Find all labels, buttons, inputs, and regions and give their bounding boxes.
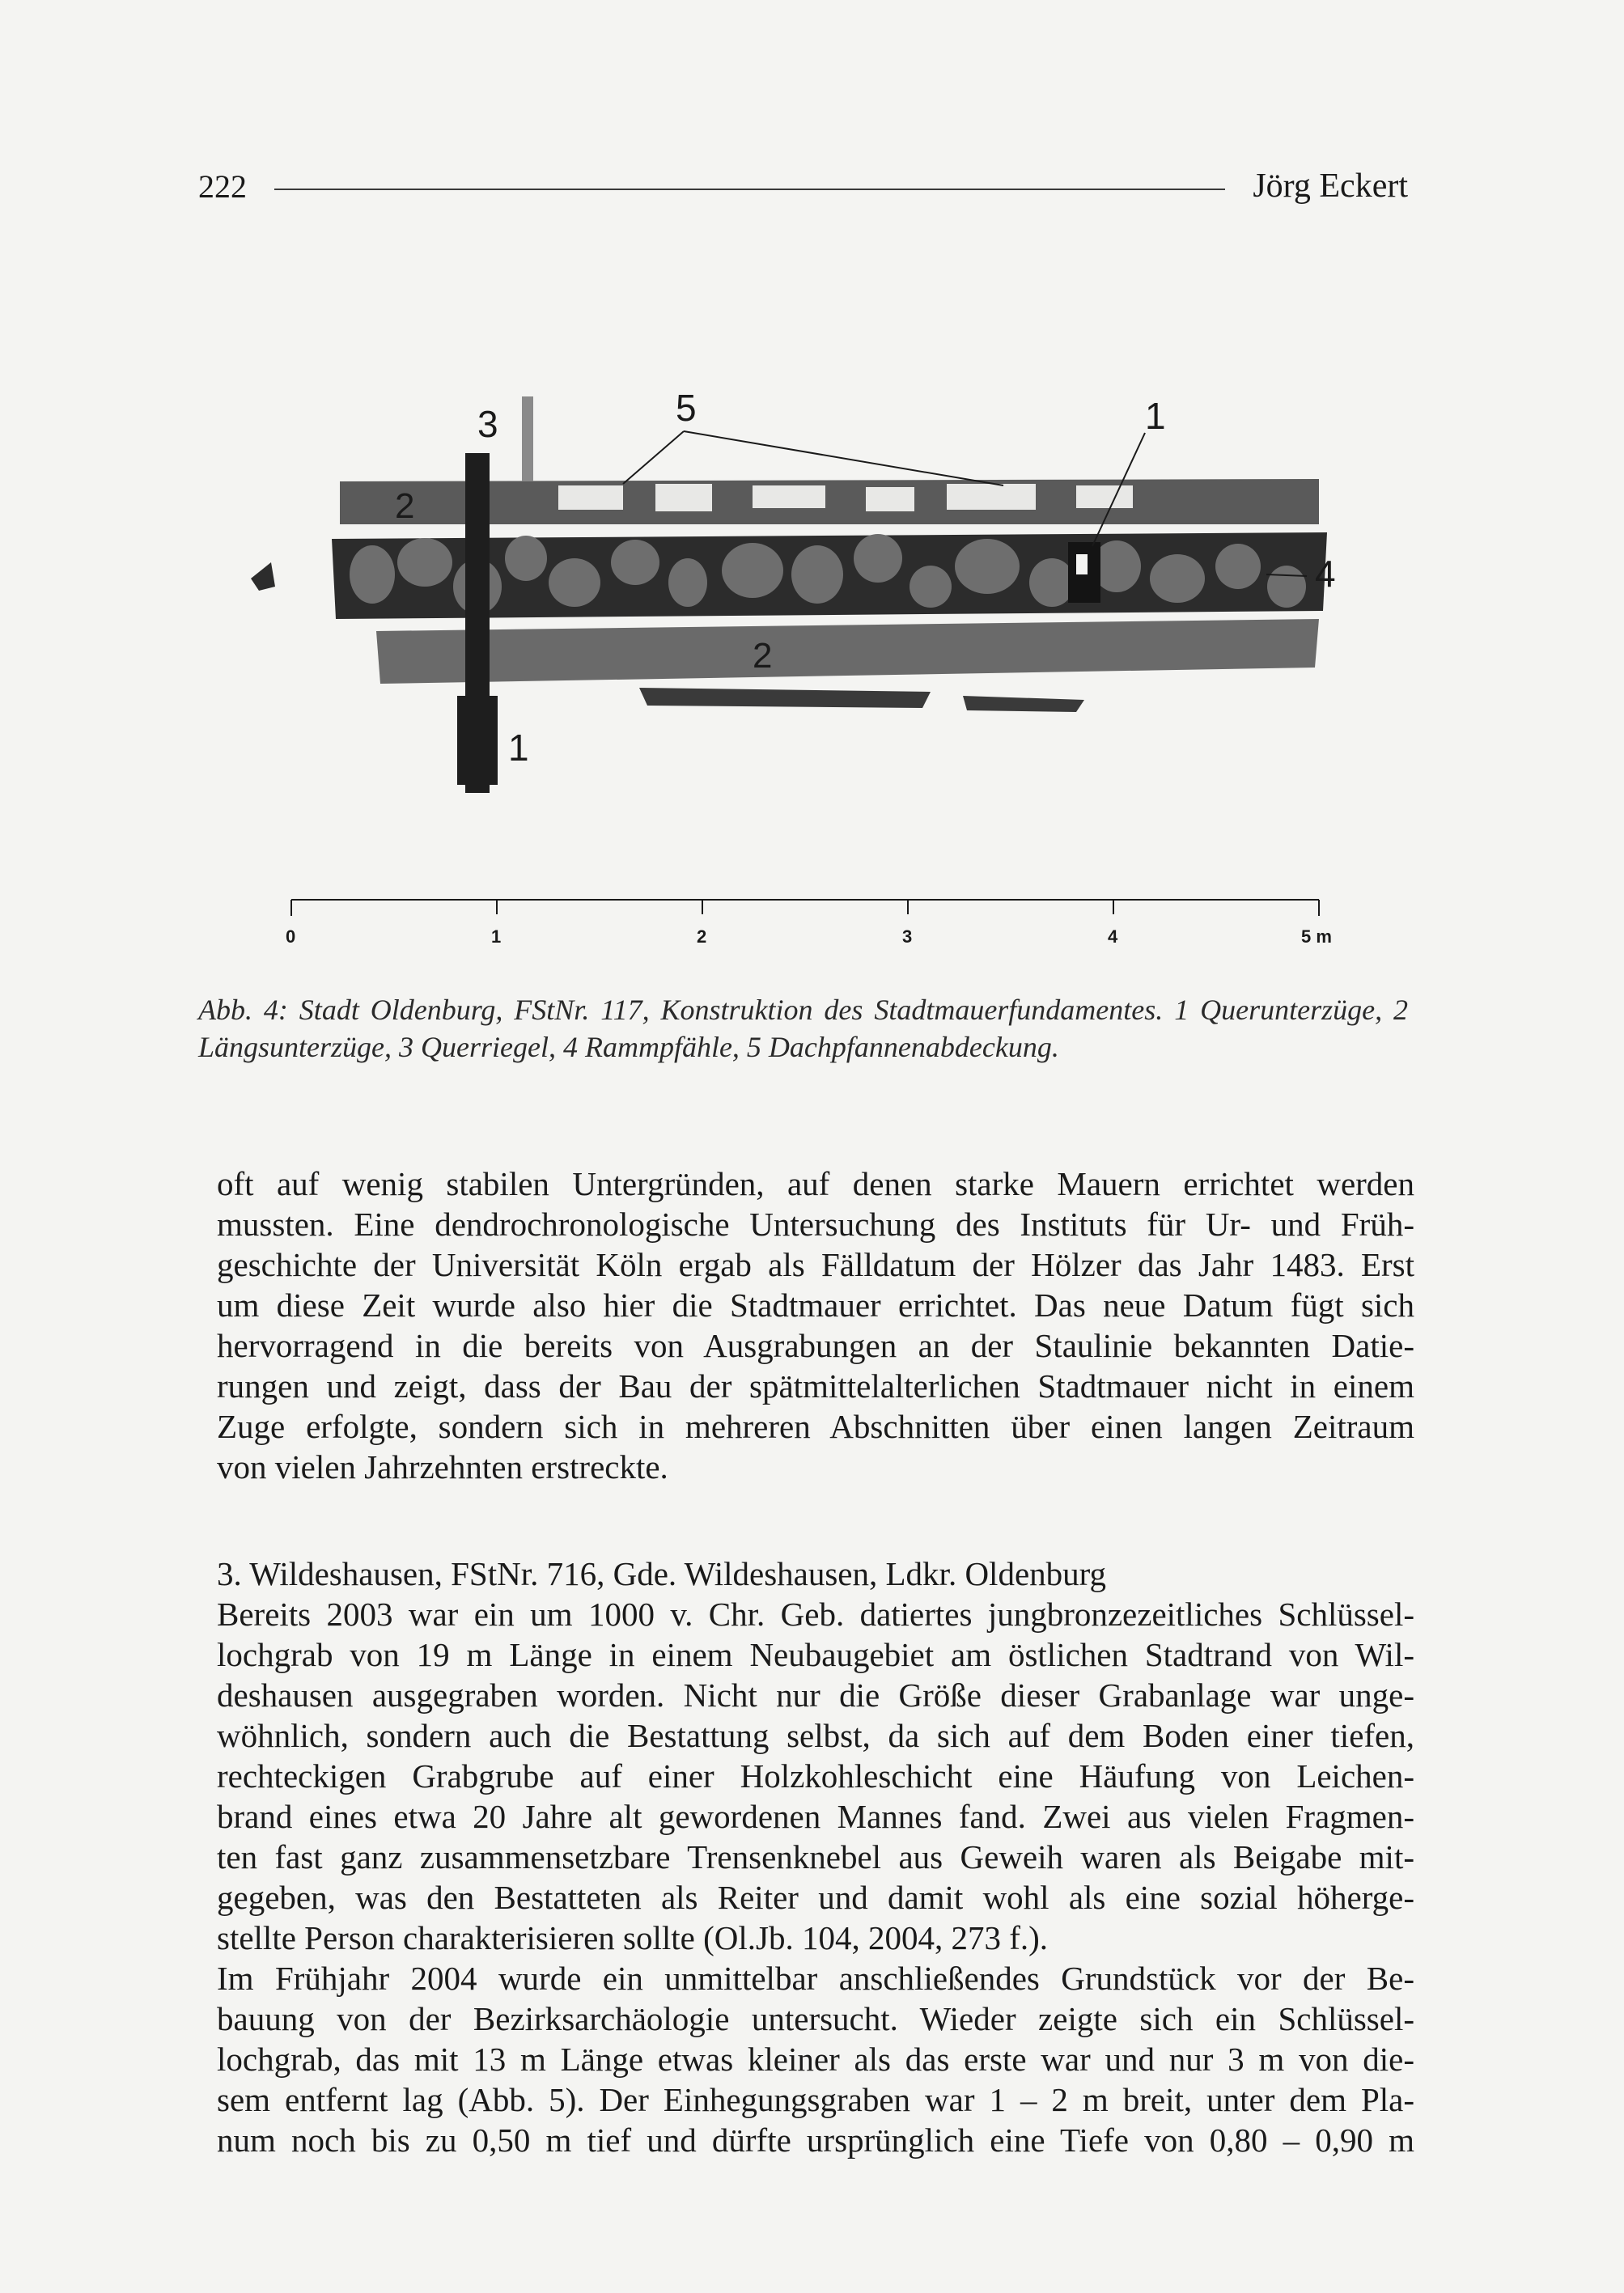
- text-line: rungen und zeigt, dass der Bau der spätmittelalterlichen Stadtmauer nicht in einem: [217, 1367, 1414, 1405]
- foundation-plan-drawing: [235, 388, 1400, 955]
- figure-caption: Abb. 4: Stadt Oldenburg, FStNr. 117, Konstruktion des Stadtmauerfundamentes. 1 Querunterzüge, 2 Längsunterzüge, 3 Querriegel, 4 Rammpfähle, 5 Dachpfannenabdeckung.: [198, 994, 1408, 1063]
- text-line: oft auf wenig stabilen Untergründen, auf denen starke Mauern errichtet werden: [217, 1165, 1414, 1202]
- text-line: sem entfernt lag (Abb. 5). Der Einhegungsgraben war 1 – 2 m breit, unter dem Pla-: [217, 2081, 1414, 2118]
- text-line: gegeben, was den Bestatteten als Reiter und damit wohl als eine sozial höherge-: [217, 1879, 1414, 1916]
- lower-longitudinal-beam: [376, 619, 1319, 684]
- text-line: rechteckigen Grabgrube auf einer Holzkohleschicht eine Häufung von Leichen-: [217, 1757, 1414, 1795]
- text-line: stellte Person charakterisieren sollte (Ol.Jb. 104, 2004, 273 f.).: [217, 1919, 1049, 1956]
- text-line: geschichte der Universität Köln ergab als Fälldatum der Hölzer das Jahr 1483. Erst: [217, 1246, 1414, 1283]
- label-2-mid: 2: [753, 636, 773, 676]
- text-line: Im Frühjahr 2004 wurde ein unmittelbar anschließendes Grundstück vor der Be-: [217, 1960, 1414, 1997]
- text-line: lochgrab, das mit 13 m Länge etwas kleiner als das erste war und nur 3 m von die-: [217, 2041, 1414, 2078]
- foundation-plan-figure: [235, 388, 1400, 955]
- header-rule: [274, 189, 1225, 190]
- text-line: Zuge erfolgte, sondern sich in mehreren Abschnitten über einen langen Zeitraum: [217, 1408, 1414, 1445]
- text-line: hervorragend in die bereits von Ausgrabungen an der Staulinie bekannten Datie-: [217, 1327, 1414, 1364]
- text-line: lochgrab von 19 m Länge in einem Neubaugebiet am östlichen Stadtrand von Wil-: [217, 1636, 1414, 1673]
- text-line: num noch bis zu 0,50 m tief und dürfte ursprünglich eine Tiefe von 0,80 – 0,90 m: [217, 2121, 1414, 2159]
- paragraph-continued: [217, 1163, 1414, 1487]
- label-2-top: 2: [395, 486, 415, 526]
- text-line: von vielen Jahrzehnten erstreckte.: [217, 1448, 668, 1486]
- scale-tick-2: 2: [697, 926, 707, 947]
- text-line: brand eines etwa 20 Jahre alt gewordenen Mannes fand. Zwei aus vielen Fragmen-: [217, 1798, 1414, 1835]
- text-line: mussten. Eine dendrochronologische Untersuchung des Instituts für Ur- und Früh-: [217, 1206, 1414, 1243]
- label-5: 5: [676, 388, 697, 429]
- scale-tick-0: 0: [286, 926, 296, 947]
- running-author: Jörg Eckert: [1253, 167, 1408, 205]
- label-1-top: 1: [1145, 395, 1166, 437]
- text-line: deshausen ausgegraben worden. Nicht nur die Größe dieser Grabanlage war unge-: [217, 1676, 1414, 1714]
- text-line: um diese Zeit wurde also hier die Stadtmauer errichtet. Das neue Datum fügt sich: [217, 1286, 1414, 1324]
- scale-tick-3: 3: [902, 926, 913, 947]
- scale-bar: [286, 900, 1332, 947]
- running-header: [198, 166, 1408, 206]
- section-wildeshausen: [217, 1553, 1414, 2160]
- text-line: Bereits 2003 war ein um 1000 v. Chr. Geb. datiertes jungbronzezeitliches Schlüssel-: [217, 1596, 1414, 1633]
- text-line: bauung von der Bezirksarchäologie untersucht. Wieder zeigte sich ein Schlüssel-: [217, 2000, 1414, 2037]
- label-4: 4: [1315, 553, 1336, 595]
- label-3: 3: [477, 403, 498, 445]
- scale-tick-4: 4: [1108, 926, 1118, 947]
- label-1-bottom: 1: [508, 727, 529, 769]
- scale-tick-1: 1: [491, 926, 502, 947]
- text-line: ten fast ganz zusammensetzbare Trensenknebel aus Geweih waren als Beigabe mit-: [217, 1838, 1414, 1876]
- scale-tick-5: 5 m: [1301, 926, 1332, 947]
- text-line: wöhnlich, sondern auch die Bestattung selbst, da sich auf dem Boden einer tiefen,: [217, 1717, 1414, 1754]
- page-number: 222: [198, 167, 247, 205]
- transverse-latch: [522, 396, 533, 481]
- section-heading: 3. Wildeshausen, FStNr. 716, Gde. Wildeshausen, Ldkr. Oldenburg: [217, 1555, 1107, 1592]
